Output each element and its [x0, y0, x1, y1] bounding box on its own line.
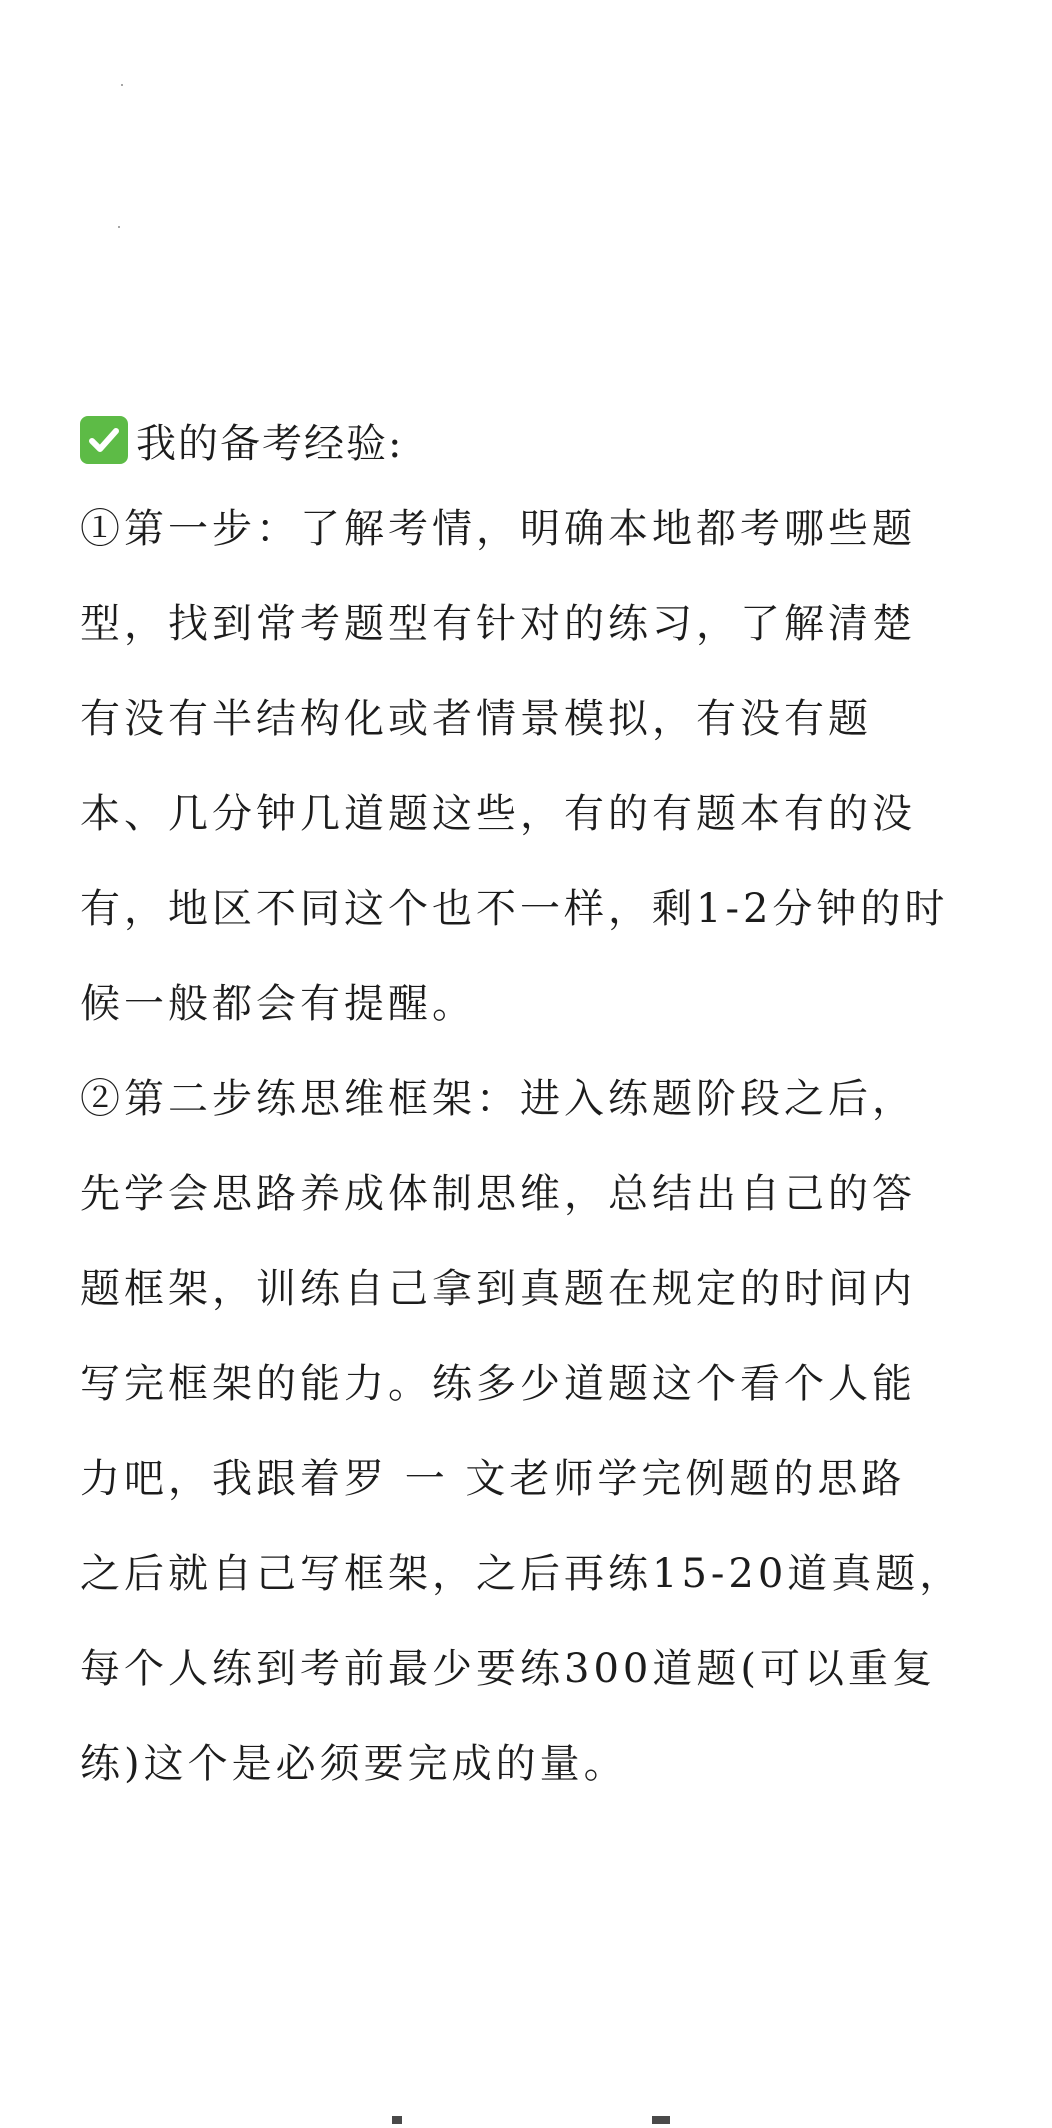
text-line: 有，地区不同这个也不一样，剩1-2分钟的时 — [80, 886, 949, 932]
text-line: 候一般都会有提醒。 — [80, 981, 476, 1027]
text-line: 写完框架的能力。练多少道题这个看个人能 — [80, 1361, 916, 1407]
text-line: ②第二步练思维框架：进入练题阶段之后， — [80, 1076, 916, 1122]
text-line: 先学会思路养成体制思维，总结出自己的答 — [80, 1171, 916, 1217]
paragraph-step-one — [80, 482, 980, 1052]
next-page-edge-mark — [392, 2116, 402, 2124]
note-content — [80, 398, 980, 1812]
text-line: ①第一步：了解考情，明确本地都考哪些题 — [80, 506, 916, 552]
text-line: 题框架，训练自己拿到真题在规定的时间内 — [80, 1266, 916, 1312]
section-heading — [80, 398, 980, 482]
text-line: 之后就自己写框架，之后再练15-20道真题， — [80, 1551, 964, 1597]
next-page-edge-mark — [652, 2116, 670, 2124]
text-line: 本、几分钟几道题这些，有的有题本有的没 — [80, 791, 916, 837]
paragraph-step-two — [80, 1052, 980, 1812]
heading-text: 我的备考经验: — [136, 420, 404, 467]
check-mark-button-icon — [80, 416, 128, 464]
text-line: 每个人练到考前最少要练300道题(可以重复 — [80, 1646, 936, 1692]
text-line: 练)这个是必须要完成的量。 — [80, 1741, 628, 1787]
text-line: 力吧，我跟着罗 一 文老师学完例题的思路 — [80, 1456, 906, 1502]
paper-speck — [121, 84, 123, 86]
paper-speck — [118, 226, 120, 228]
text-line: 型，找到常考题型有针对的练习，了解清楚 — [80, 601, 916, 647]
text-line: 有没有半结构化或者情景模拟，有没有题 — [80, 696, 872, 742]
